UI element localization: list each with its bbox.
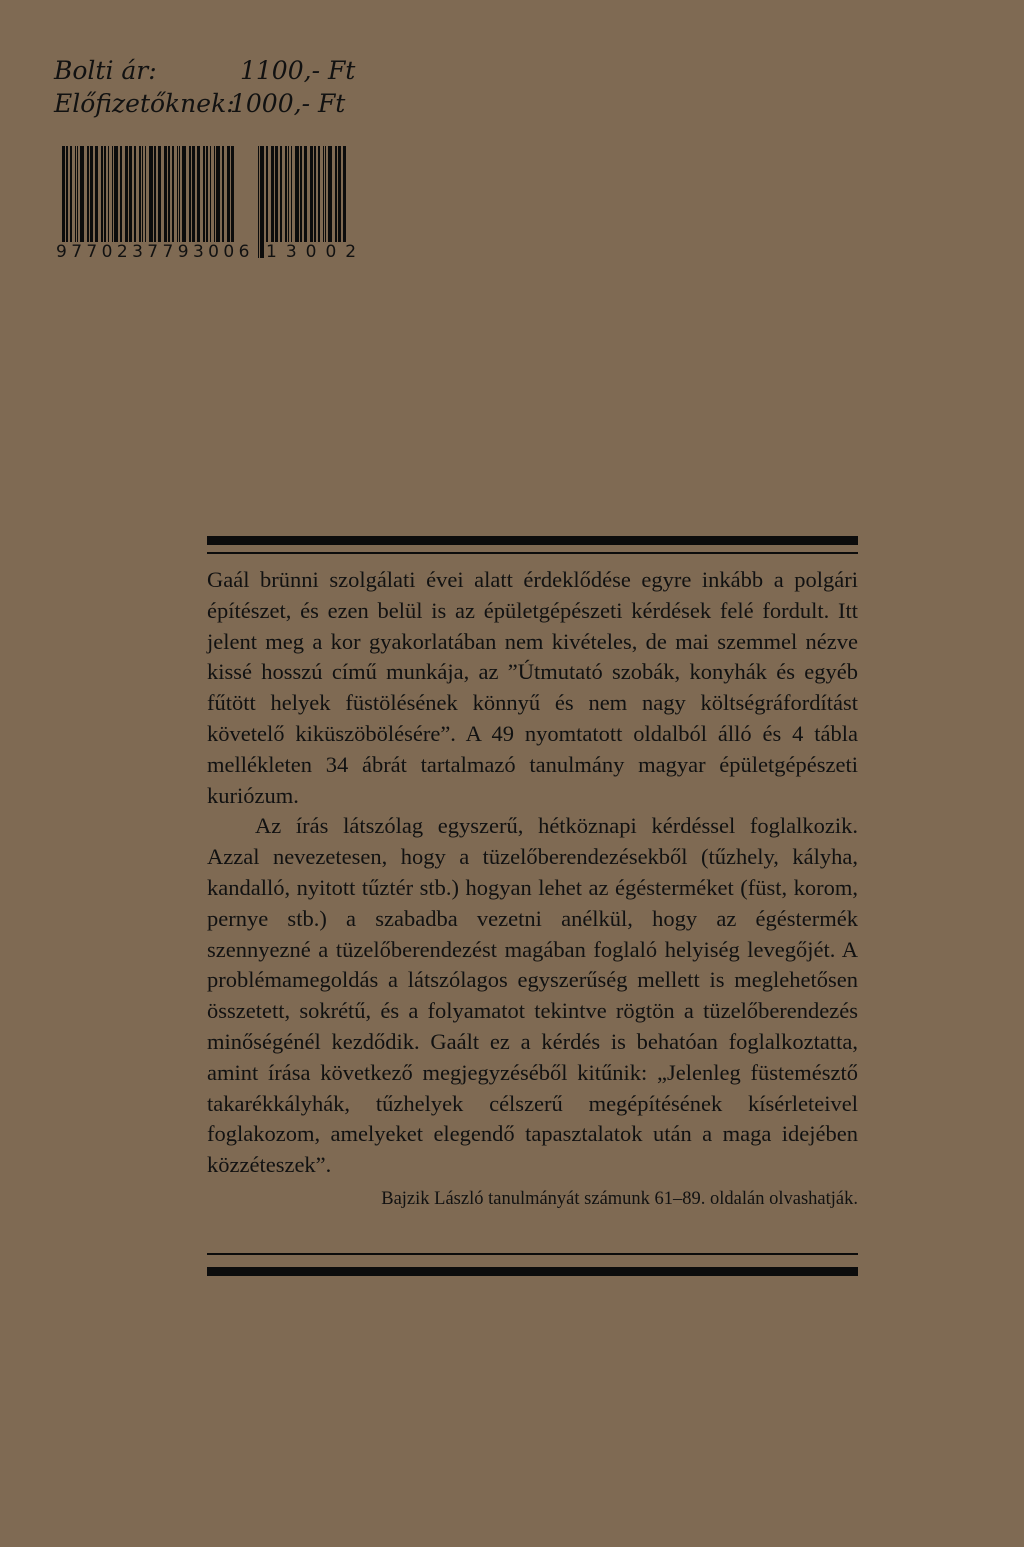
subscriber-price-value: 1000,- Ft [230, 89, 346, 118]
barcode-addon-digits: 13002 [266, 242, 366, 262]
article-paragraph-2: Az írás látszólag egyszerű, hétköznapi kérdéssel foglalkozik. Azzal nevezetesen, hogy a tüzelőberendezésekből (tűzhely, kályha, kandalló, nyitott tűztér stb.) hogyan lehet az égésterméket (füst, korom, pernye stb.) a szabadba vezetni anélkül, hogy az égéstermék szennyezné a tüzelőberendezést magában foglaló helyiség levegőjét. A problémamegoldás a látszólagos egyszerűség mellett is meglehetősen összetett, sokrétű, és a folyamatot tekintve rögtön a tüzelőberendezés minőségénél kezdődik. Gaált ez a kérdés is behatóan foglalkoztatta, amint írása következő megjegyzéséből kitűnik: „Jelenleg füstemésztő takarékkályhák, tűzhelyek célszerű megépítésének kísérleteivel foglakozom, amelyeket elegendő tapasztalatok után a maga idejében közzéteszek”. [207, 813, 858, 1178]
article-body [207, 565, 858, 1181]
subscriber-price-label: Előfizetőknek: [54, 89, 235, 118]
top-thick-rule [207, 536, 858, 545]
bottom-thin-rule [207, 1253, 858, 1255]
top-thin-rule [207, 552, 858, 554]
bottom-thick-rule [207, 1267, 858, 1276]
barcode-main-digits: 9770237793006 [56, 242, 254, 262]
article-paragraph-1: Gaál brünni szolgálati évei alatt érdeklődése egyre inkább a polgári építészet, és ezen belül is az épületgépészeti kérdések felé fordult. Itt jelent meg a kor gyakorlatában nem kivételes, de mai szemmel nézve kissé hosszú című munkája, az ”Útmutató szobák, konyhák és egyéb fűtött helyek füstölésének könnyű és nem nagy költségráfordítást követelő kiküszöbölésére”. A 49 nyomtatott oldalból álló és 4 tábla mellékleten 34 ábrát tartalmazó tanulmány magyar épületgépészeti kuriózum. [207, 567, 858, 808]
article-credit: Bajzik László tanulmányát számunk 61–89. oldalán olvashatják. [381, 1189, 858, 1209]
retail-price-value: 1100,- Ft [240, 56, 356, 85]
barcode [54, 146, 366, 266]
barcode-bar [258, 146, 259, 258]
retail-price-label: Bolti ár: [54, 56, 157, 85]
